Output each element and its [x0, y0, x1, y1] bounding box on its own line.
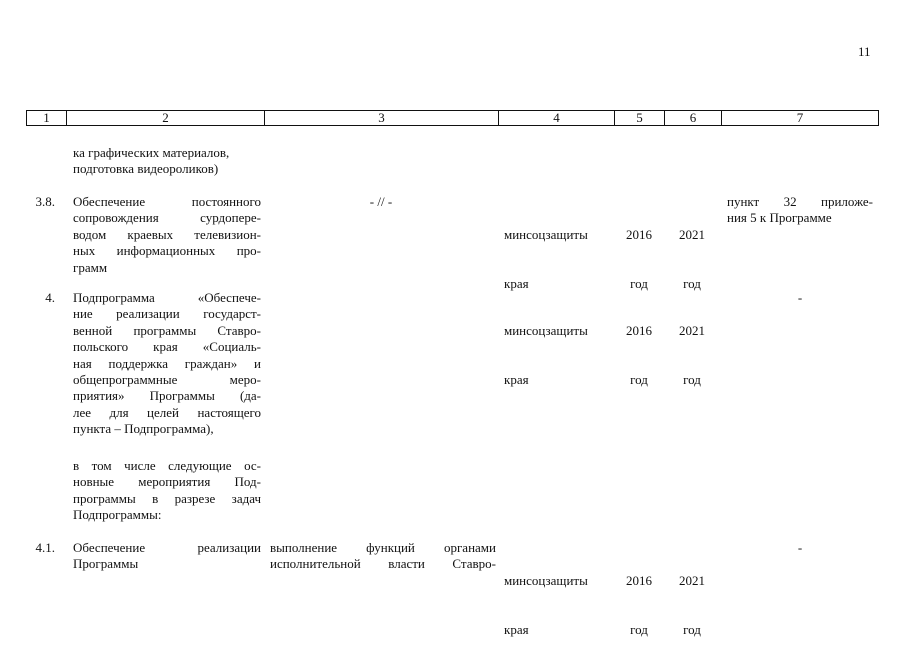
row-name	[73, 540, 261, 573]
end-line: 2021	[679, 226, 705, 242]
name-line: приятия» Программы (да-	[73, 388, 261, 404]
name-line: водом краевых телевизион-	[73, 226, 261, 242]
end-line: год	[683, 276, 701, 292]
name-line: Обеспечение реализации	[73, 540, 261, 555]
name-line: подготовка видеороликов)	[73, 161, 219, 177]
row-number: 4.	[45, 290, 55, 305]
responsible-line: края	[504, 276, 529, 292]
table-header-row	[26, 110, 879, 126]
name-line: Подпрограммы:	[73, 507, 162, 523]
row-executor	[270, 540, 496, 573]
responsible-line: края	[504, 372, 529, 388]
name-line: ние реализации государст-	[73, 306, 261, 322]
link-line: ния 5 к Программе	[727, 210, 832, 226]
name-line: программы в разрезе задач	[73, 490, 261, 506]
row-end	[666, 290, 718, 405]
responsible-line: минсоцзащиты	[504, 322, 588, 338]
name-line: Подпрограмма «Обеспече-	[73, 290, 261, 305]
end-line: 2021	[679, 322, 705, 338]
name-line: польского края «Социаль-	[73, 339, 261, 355]
name-line: лее для целей настоящего	[73, 404, 261, 420]
header-col-2: 2	[67, 111, 265, 125]
page-number: 11	[858, 44, 871, 59]
end-line: год	[683, 622, 701, 638]
header-col-6: 6	[665, 111, 722, 125]
responsible-line: минсоцзащиты	[504, 226, 588, 242]
header-col-3: 3	[265, 111, 499, 125]
row-link: -	[797, 540, 803, 555]
link-line: пункт 32 приложе-	[727, 194, 873, 209]
start-line: год	[630, 622, 648, 638]
name-line: новные мероприятия Под-	[73, 474, 261, 490]
name-line: ка графических материалов,	[73, 145, 230, 160]
row-link	[727, 194, 873, 227]
row-number: 4.1.	[35, 540, 55, 555]
end-line: 2021	[679, 572, 705, 588]
name-line: грамм	[73, 259, 108, 275]
name-line: венной программы Ставро-	[73, 322, 261, 338]
name-line: ных информационных про-	[73, 243, 261, 259]
header-col-5: 5	[615, 111, 665, 125]
executor-line: выполнение функций органами	[270, 540, 496, 555]
name-line: общепрограммные меро-	[73, 372, 261, 388]
name-line: ная поддержка граждан» и	[73, 355, 261, 371]
name-line: Обеспечение постоянного	[73, 194, 261, 209]
start-line: год	[630, 372, 648, 388]
start-line: год	[630, 276, 648, 292]
row-executor: - // -	[369, 194, 393, 209]
row-responsible	[504, 540, 612, 655]
responsible-line: края	[504, 622, 529, 638]
header-col-4: 4	[499, 111, 615, 125]
responsible-line: минсоцзащиты	[504, 572, 588, 588]
name-line: пункта – Подпрограмма),	[73, 421, 214, 437]
row-responsible	[504, 290, 612, 405]
executor-line: исполнительной власти Ставро-	[270, 556, 496, 572]
row-number: 3.8.	[35, 194, 55, 209]
start-line: 2016	[626, 226, 652, 242]
end-line: год	[683, 372, 701, 388]
name-line: сопровождения сурдопере-	[73, 210, 261, 226]
header-col-1: 1	[27, 111, 67, 125]
name-line: Программы	[73, 556, 139, 572]
row-name	[73, 194, 261, 276]
row-start	[614, 540, 664, 655]
row-name	[73, 290, 261, 438]
row-continuation-name	[73, 145, 261, 178]
row-end	[666, 540, 718, 655]
name-line: в том числе следующие ос-	[73, 458, 261, 473]
start-line: 2016	[626, 572, 652, 588]
start-line: 2016	[626, 322, 652, 338]
row-subtext	[73, 458, 261, 524]
header-col-7: 7	[796, 110, 804, 125]
row-link: -	[797, 290, 803, 305]
row-start	[614, 290, 664, 405]
